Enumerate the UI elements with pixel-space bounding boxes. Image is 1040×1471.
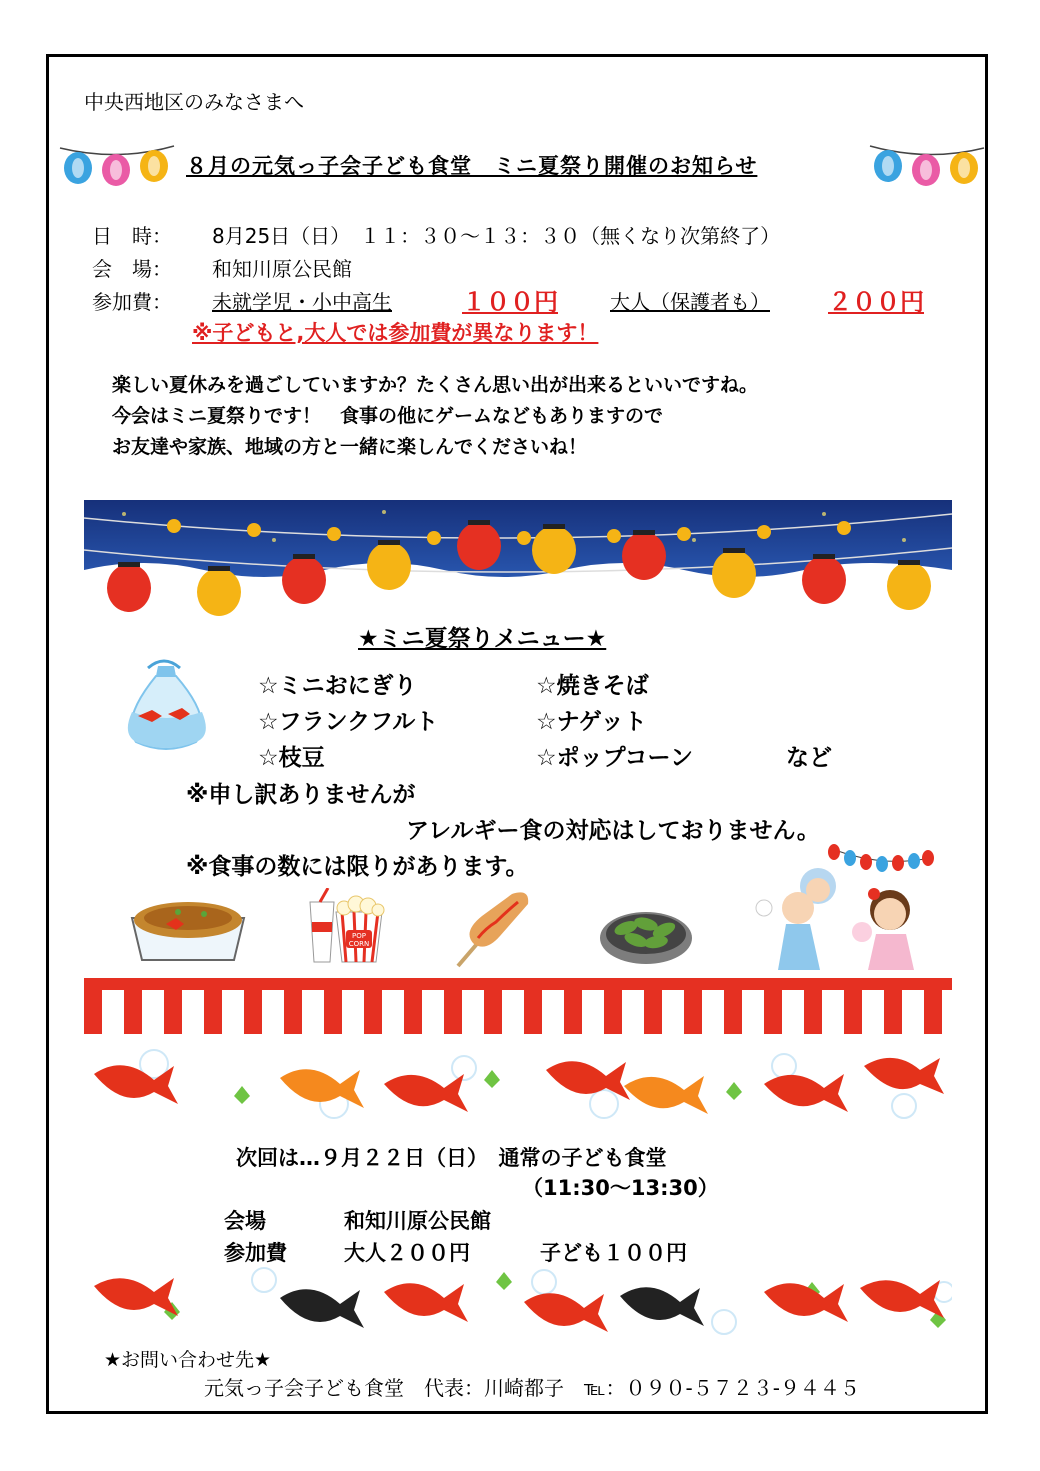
date-value: 8月25日（日） １１：３０～１３：３０（無くなり次第終了） <box>212 224 781 248</box>
fee-adult-label: 大人（保護者も） <box>610 290 770 314</box>
menu-item: ☆ポップコーン <box>536 745 694 771</box>
next-event-line: 次回は…９月２２日（日） 通常の子ども食堂 <box>236 1146 667 1170</box>
allergy-note: ※申し訳ありませんが <box>186 782 416 808</box>
contact-line: 元気っ子会子ども食堂 代表：川崎都子 ℡：０９０-５７２３-９４４５ <box>204 1376 860 1400</box>
contact-heading: ★お問い合わせ先★ <box>104 1349 272 1371</box>
lantern-garland-icon <box>58 140 176 188</box>
fee-note: ※子どもと,大人では参加費が異なります！ <box>192 321 599 345</box>
next-venue-value: 和知川原公民館 <box>344 1209 491 1233</box>
next-event-time: （11:30～13:30） <box>522 1176 719 1200</box>
menu-heading: ★ミニ夏祭りメニュー★ <box>358 626 607 652</box>
venue-label: 会 場： <box>92 257 172 281</box>
lantern-garland-icon <box>868 140 986 188</box>
popcorn-label: CORN <box>348 940 370 948</box>
popcorn-label: POP <box>352 932 366 940</box>
intro-line: お友達や家族、地域の方と一緒に楽しんでくださいね！ <box>112 436 588 458</box>
edamame-icon <box>598 898 694 968</box>
goldfish-bag-icon <box>118 650 214 756</box>
intro-line: 今会はミニ夏祭りです！ 食事の他にゲームなどもありますので <box>112 405 664 427</box>
menu-item: ☆フランクフルト <box>258 709 439 735</box>
allergy-note: アレルギー食の対応はしておりません。 <box>406 818 820 844</box>
menu-item: ☆焼きそば <box>536 673 649 699</box>
curtain-border <box>84 978 952 1034</box>
menu-item: ☆ミニおにぎり <box>258 673 417 699</box>
lantern-banner-illustration <box>84 500 952 616</box>
children-festival-icon <box>750 838 940 974</box>
menu-item: ☆枝豆 <box>258 745 325 771</box>
fee-child-price: １００円 <box>462 288 558 316</box>
next-fee-adult: 大人２００円 <box>344 1241 470 1265</box>
next-fee-child: 子ども１００円 <box>540 1241 687 1265</box>
menu-etc: など <box>786 745 832 771</box>
intro-line: 楽しい夏休みを過ごしていますか？たくさん思い出が出来るといいですね。 <box>112 374 759 396</box>
greeting: 中央西地区のみなさまへ <box>84 90 304 114</box>
limited-note: ※食事の数には限りがあります。 <box>186 854 529 880</box>
next-fee-label: 参加費 <box>224 1241 287 1265</box>
date-label: 日 時： <box>92 224 172 248</box>
venue-value: 和知川原公民館 <box>212 257 352 281</box>
yakisoba-icon <box>126 888 250 968</box>
menu-item: ☆ナゲット <box>536 709 647 735</box>
fee-label: 参加費： <box>92 290 172 314</box>
page-title: ８月の元気っ子会子ども食堂 ミニ夏祭り開催のお知らせ <box>186 154 758 178</box>
fee-adult-price: ２００円 <box>828 288 924 316</box>
goldfish-border <box>84 1262 952 1342</box>
popcorn-drink-icon <box>306 888 386 968</box>
goldfish-border <box>84 1044 952 1130</box>
next-venue-label: 会場 <box>224 1209 266 1233</box>
fee-child-label: 未就学児・小中高生 <box>212 290 392 314</box>
corn-dog-icon <box>452 888 536 970</box>
